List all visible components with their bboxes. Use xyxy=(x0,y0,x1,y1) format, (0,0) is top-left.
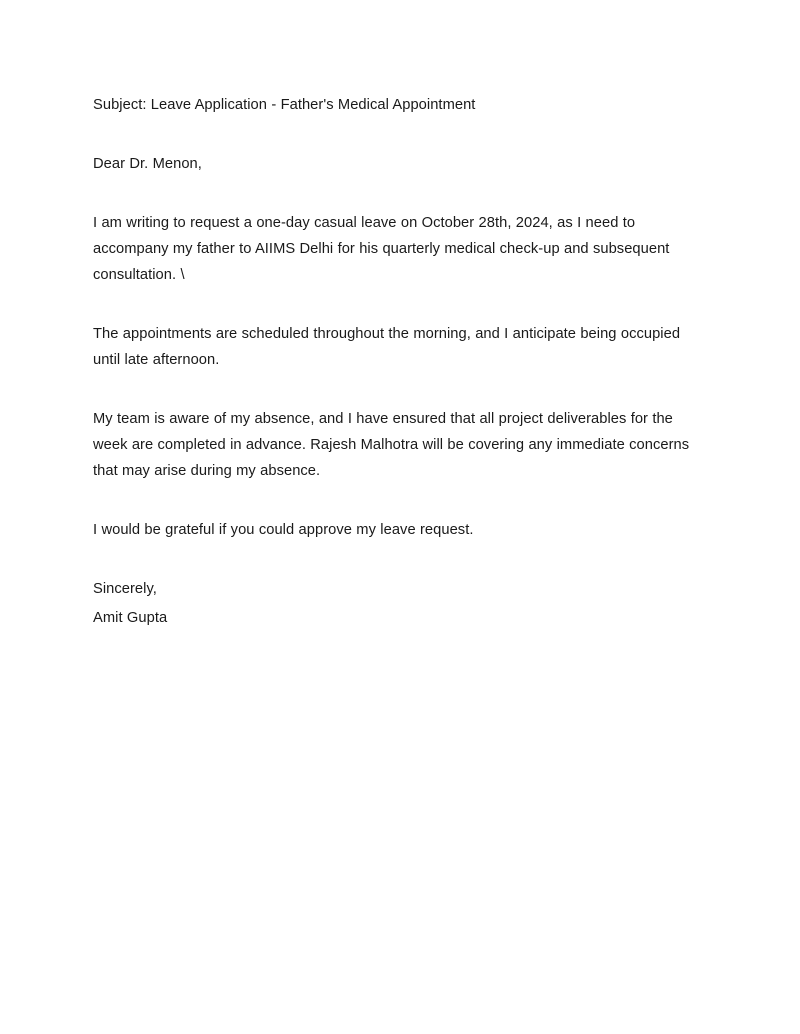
body-paragraph-4: I would be grateful if you could approve my leave request. xyxy=(93,522,474,538)
salutation: Dear Dr. Menon, xyxy=(93,156,202,172)
body-paragraph-3: My team is aware of my absence, and I have ensured that all project deliverables for the week are completed in advance. Rajesh Malhotra will be covering any immediate concerns that may arise during my absence. xyxy=(93,411,690,479)
subject-line: Subject: Leave Application - Father's Medical Appointment xyxy=(93,97,476,113)
signature-name: Amit Gupta xyxy=(93,610,168,626)
body-paragraph-1: I am writing to request a one-day casual leave on October 28th, 2024, as I need to accompany my father to AIIMS Delhi for his quarterly medical check-up and subsequent consultation. \ xyxy=(93,215,670,283)
closing-line: Sincerely, xyxy=(93,581,157,597)
letter-body xyxy=(93,92,707,631)
body-paragraph-2: The appointments are scheduled throughout the morning, and I anticipate being occupied until late afternoon. xyxy=(93,326,681,368)
